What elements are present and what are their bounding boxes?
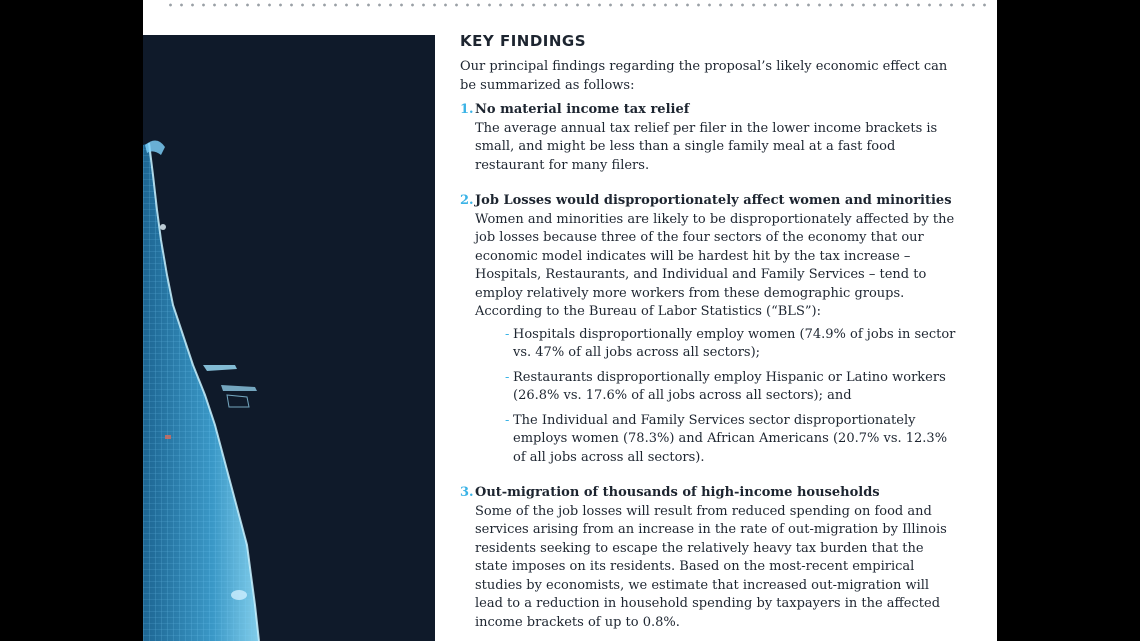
finding-2 [460, 192, 960, 467]
finding-1 [460, 101, 960, 175]
finding-title [460, 484, 960, 503]
bullet-text: The Individual and Family Services sector disproportionately employs women (78.3%) and African Americans (20.7% vs. 12.3% of all jobs across all sectors). [513, 412, 948, 465]
city-satellite-map-image [143, 35, 435, 641]
finding-title [460, 101, 960, 120]
bullet-text: Restaurants disproportionally employ Hispanic or Latino workers (26.8% vs. 17.6% of all jobs across all sectors); and [513, 369, 946, 403]
intro-paragraph: Our principal findings regarding the proposal’s likely economic effect can be summarized as follows: [460, 59, 948, 93]
dotted-border [165, 2, 989, 8]
document-page [143, 0, 997, 641]
bullet-item [505, 369, 960, 406]
bullet-item [505, 412, 960, 468]
finding-title-text: No material income tax relief [475, 102, 690, 117]
finding-number: 3. [460, 485, 474, 500]
finding-title-text: Out-migration of thousands of high-income households [475, 485, 880, 500]
bullet-dash: - [505, 369, 510, 385]
bullet-item [505, 326, 960, 363]
map-graphic [143, 35, 435, 641]
finding-body: The average annual tax relief per filer in the lower income brackets is small, and might be less than a single family meal at a fast food restaurant for many filers. [475, 120, 938, 173]
bullet-dash: - [505, 412, 510, 428]
finding-title-text: Job Losses would disproportionately affect women and minorities [475, 193, 952, 208]
bullet-text: Hospitals disproportionally employ women (74.9% of jobs in sector vs. 47% of all jobs across all sectors); [513, 326, 956, 360]
finding-3 [460, 484, 960, 632]
bullet-dash: - [505, 326, 510, 342]
key-findings-section [460, 32, 960, 641]
section-heading: KEY FINDINGS [460, 32, 587, 50]
finding-body: Some of the job losses will result from reduced spending on food and services arising from an increase in the rate of out-migration by Illinois residents seeking to escape the relatively heavy tax burden that the state imposes on its residents. Based on the most-recent empirical studies by economists, we estimate that increased out-migration will lead to a reduction in household spending by taxpayers in the affected income brackets of up to 0.8%. [475, 503, 947, 630]
finding-number: 1. [460, 102, 474, 117]
bullet-list [460, 326, 960, 468]
finding-title [460, 192, 960, 211]
finding-body: Women and minorities are likely to be disproportionately affected by the job losses because three of the four sectors of the economy that our economic model indicates will be hardest hit by the tax increase – Hospitals, Restaurants, and Individual and Family Services – tend to employ relatively more workers from these demographic groups. According to the Bureau of Labor Statistics (“BLS”): [475, 211, 955, 319]
finding-number: 2. [460, 193, 474, 208]
